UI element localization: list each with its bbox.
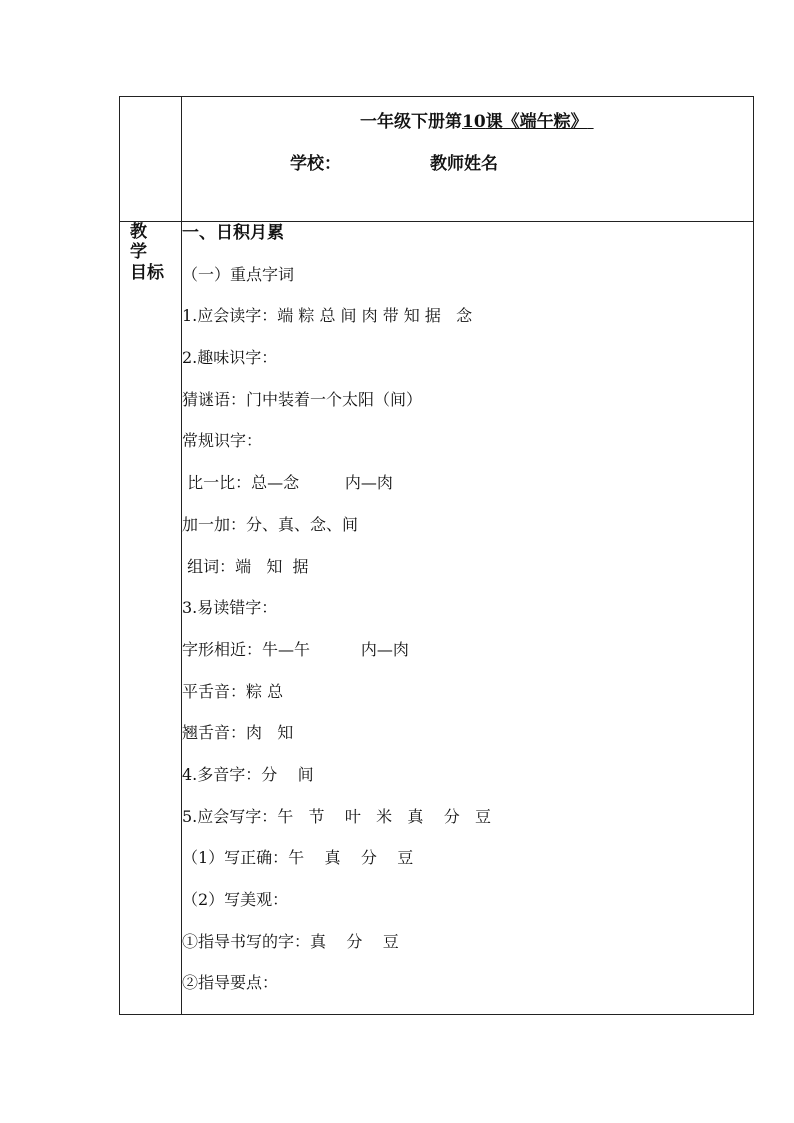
content-line: ①指导书写的字：真 分 豆 [182,931,399,951]
teacher-name-label: 教师姓名 [430,154,498,174]
goals-content-cell [182,222,754,1015]
content-line: 5.应会写字：午 节 叶 米 真 分 豆 [182,806,491,826]
content-line: 2.趣味识字： [182,348,278,368]
lesson-title [360,107,594,132]
content-line: 4.多音字：分 间 [182,764,314,784]
lesson-plan-table [119,96,754,1015]
content-line: 字形相近：牛—午 内—肉 [182,639,409,659]
header-label-cell [120,97,182,222]
content-line: 翘舌音：肉 知 [182,723,294,743]
school-label: 学校： [290,154,341,174]
content-line: 猜谜语：门中装着一个太阳（间） [182,389,423,409]
goals-label-line1 [120,222,181,263]
content-line: （2）写美观： [182,890,289,909]
header-content-cell [182,97,754,222]
lesson-number: 10 [462,112,486,132]
title-prefix: 一年级下册第 [360,112,462,132]
goals-label-char1: 教 [130,222,147,242]
content-line: 比一比：总—念 内—肉 [182,473,393,493]
content-line: 组词：端 知 据 [182,556,309,576]
goals-label-line2: 目标 [130,263,164,283]
content-line: 平舌音：粽 总 [182,681,284,701]
content-line: 常规识字： [182,431,263,451]
content-line: 1.应会读字：端 粽 总 间 肉 带 知 据 念 [182,306,473,326]
content-line: 3.易读错字： [182,598,278,618]
goals-label-char2: 学 [130,242,147,262]
title-underline-trail [588,112,594,132]
content-line: 加一加：分、真、念、间 [182,514,359,534]
goals-row [120,222,754,1015]
content-line: ②指导要点： [182,973,279,993]
title-suffix: 课《端午粽》 [485,112,588,132]
content-line: （1）写正确：午 真 分 豆 [182,848,414,868]
content-line: （一）重点字词 [182,264,295,284]
header-row [120,97,754,222]
content-line: 一、日积月累 [182,223,284,243]
goals-label-cell [120,222,182,1015]
